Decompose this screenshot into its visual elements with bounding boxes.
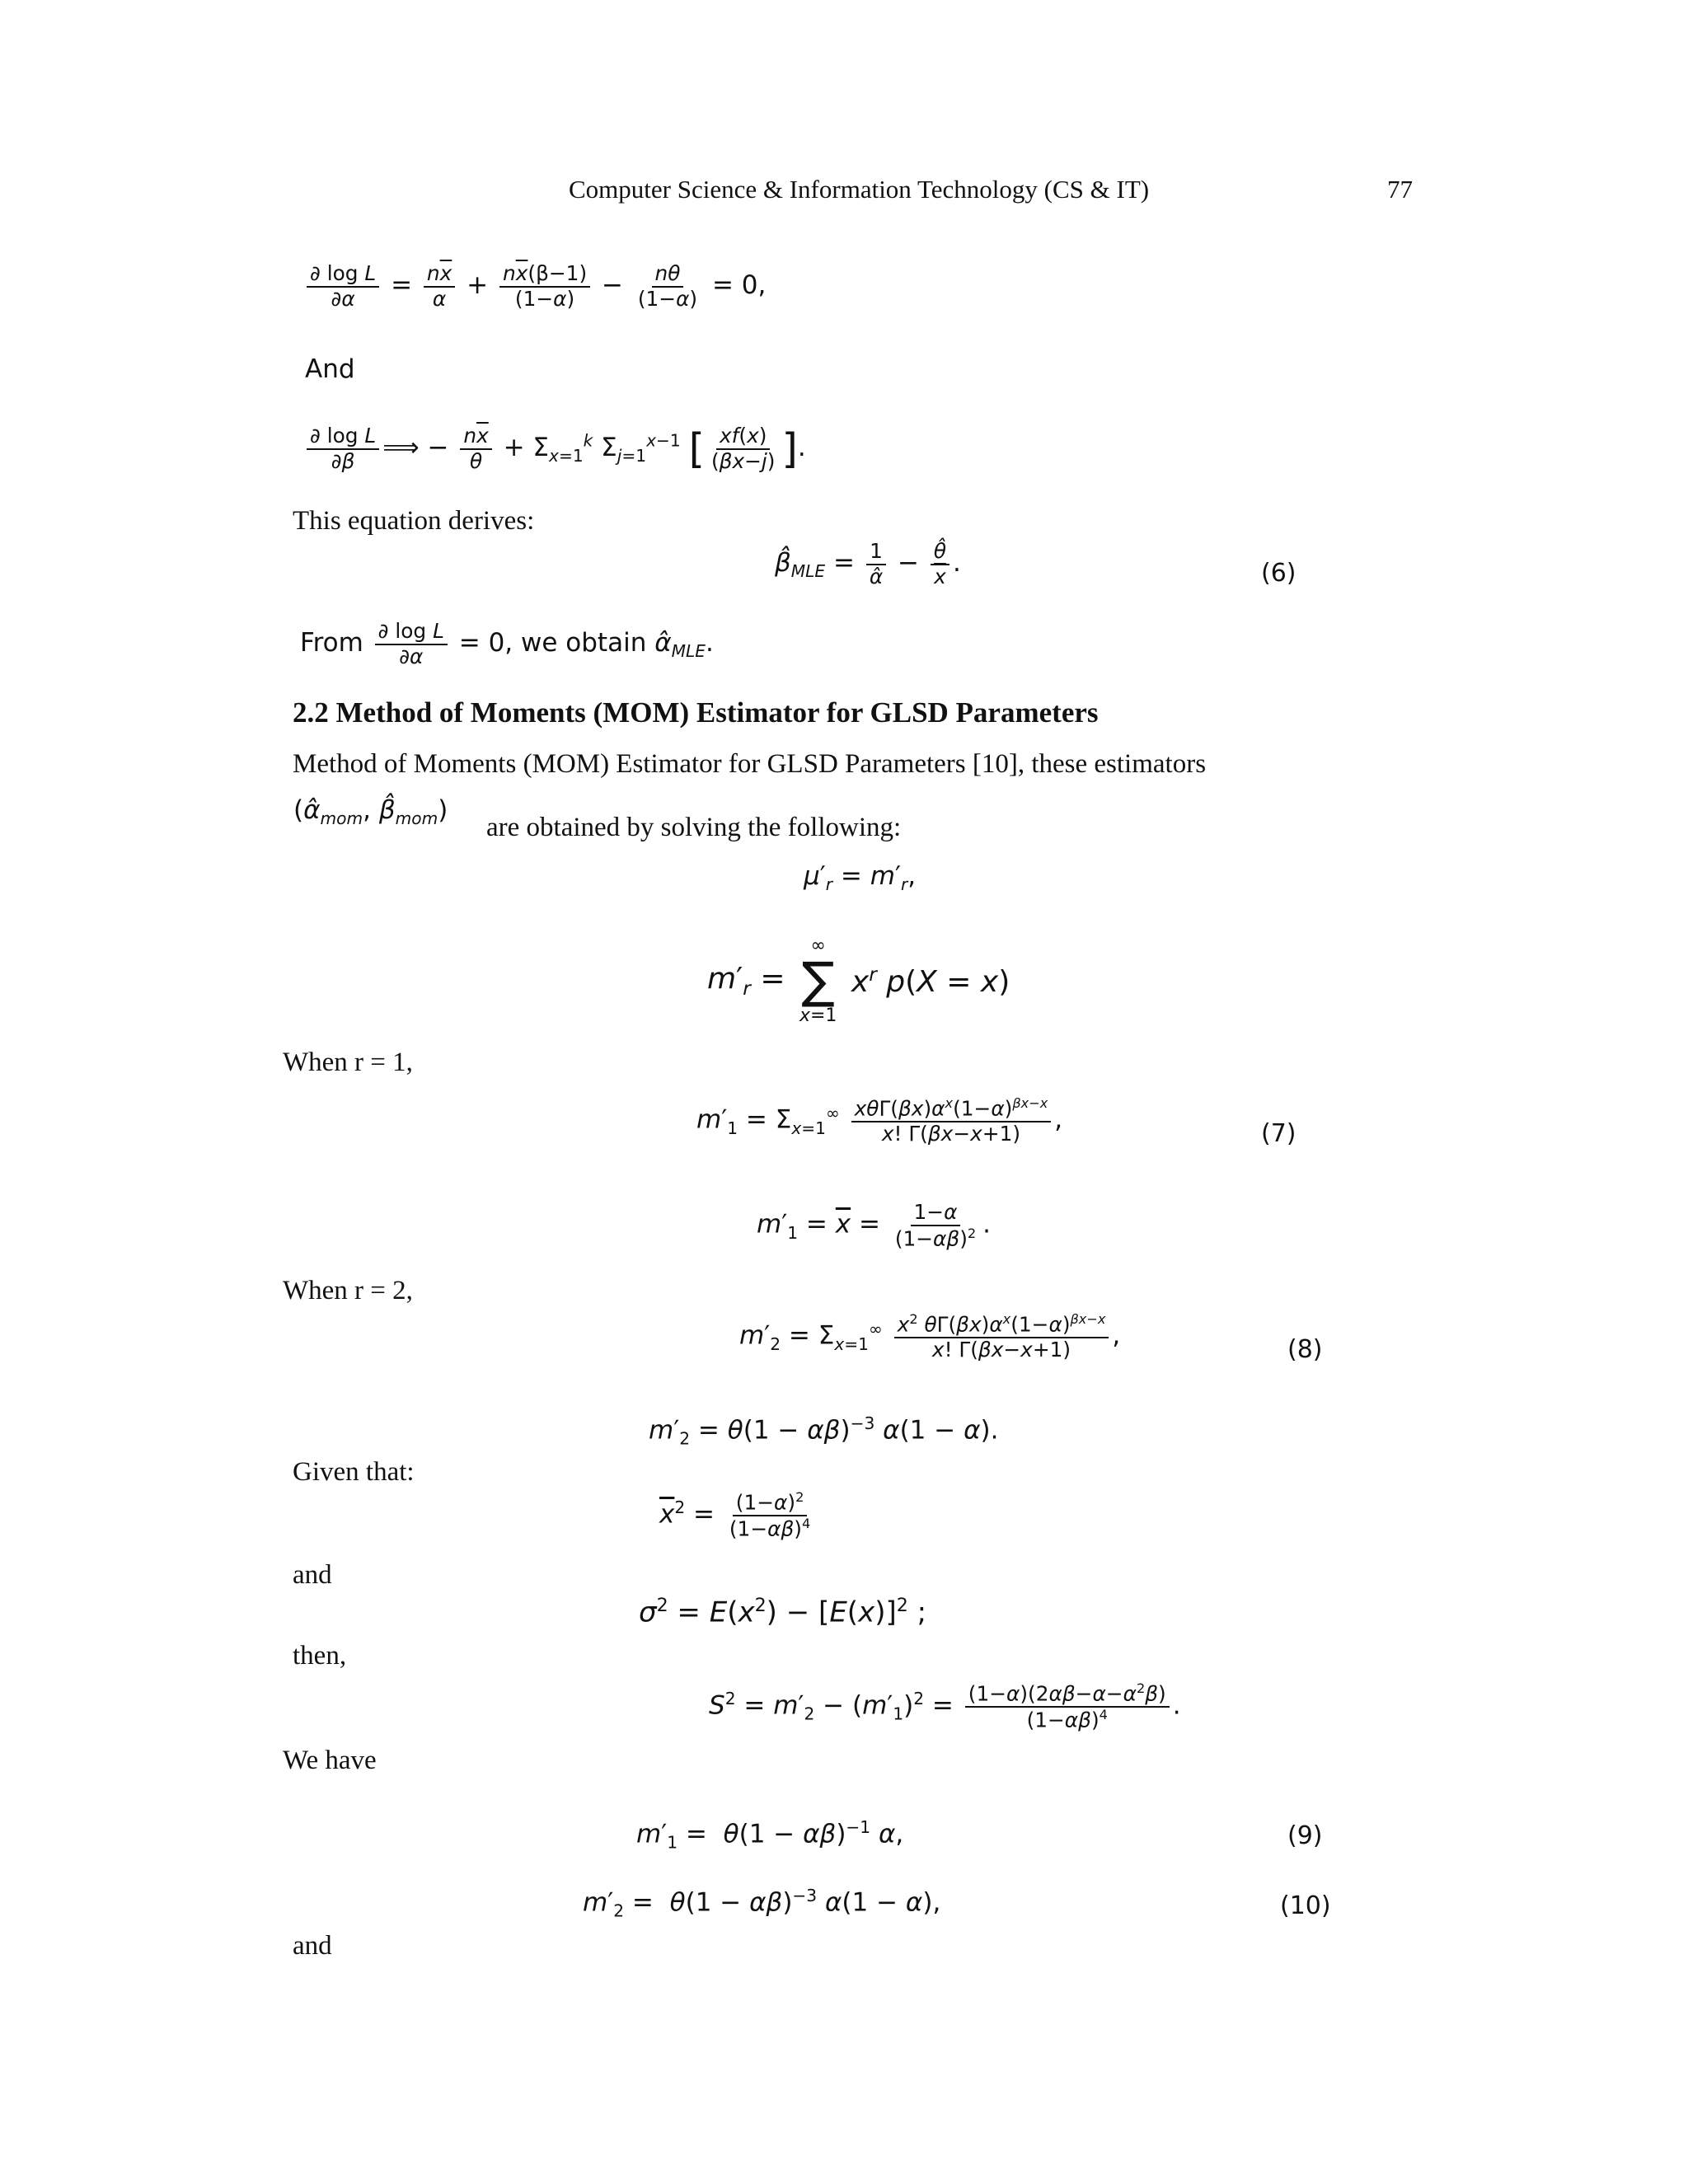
equation-10: $m'_2 = \theta(1 - \alpha\beta)^{-3}$ α(1 − α),: [583, 1886, 941, 1921]
when-r2-text: When r = 2,: [283, 1276, 413, 1305]
and-label-2: and: [293, 1560, 332, 1590]
equation-moment-match: $\mu'_r = m'_r$,: [804, 861, 917, 895]
equation-number-6: (6): [1261, 559, 1296, 588]
then-text: then,: [293, 1641, 347, 1671]
equation-dlogL-dbeta: $\frac{\text{∂ log L}}{\partial\beta}$ ⟹ − $\frac{n\overline{x}}{\theta}$ + $\Sigma_{x=1}^k$ $\Sigma_{j=1}^{x-1}$ [ $\frac{xf(x)}{(\beta x-j)}$ ].: [303, 424, 806, 473]
equation-beta-mle: $\betâ_{MLE}$ = $\frac{1}{\alphâ}$ − $\frac{\thetâ}{x}$ .: [775, 539, 961, 588]
equation-number-7: (7): [1261, 1119, 1296, 1148]
intro-paragraph: Method of Moments (MOM) Estimator for GLSD Parameters [10], these estimators: [293, 749, 1207, 779]
mom-estimators-symbol: ($\alphâ_{mom}$, $\betâ_{mom}$): [293, 795, 448, 829]
equation-8: $m'_2 = \Sigma_{x=1}^\infty$ $\frac{x^2 \theta\Gamma(\beta x)\alpha^x(1-\alpha)^{\beta x-x}}{x! \Gamma(\beta x-x+1)}$ ,: [739, 1311, 1121, 1361]
we-have-text: We have: [283, 1746, 377, 1775]
equation-7: $m'_1 = \Sigma_{x=1}^\infty$ $\frac{x\theta\Gamma(\beta x)\alpha^x(1-\alpha)^{\beta x-x}}{x! \Gamma(\beta x-x+1)}$ ,: [696, 1095, 1063, 1146]
running-header: Computer Science & Information Technology (CS & IT): [569, 175, 1150, 204]
from-line: From $\frac{\text{∂ log L}}{\partial\alpha}$ = 0, we obtain $\alphâ_{MLE}$.: [300, 619, 714, 668]
equation-m1-xbar: $m'_1 = \overline{x}$ = $\frac{1-\alpha}{(1-\alpha\beta)^2}$ .: [757, 1200, 992, 1250]
equation-sigma-squared: $\sigma^2 = E(x^2) - [E(x)]^2$ ;: [639, 1595, 927, 1629]
page-number: 77: [1387, 175, 1413, 204]
equation-9: $m'_1 = \theta(1 - \alpha\beta)^{-1}$ α,: [636, 1817, 904, 1853]
and-label-3: and: [293, 1931, 332, 1961]
equation-m2: $m'_2 = \theta(1 - \alpha\beta)^{-3}$ α(1 − α).: [649, 1413, 999, 1449]
equation-s-squared: $S^2 = m'_2 - (m'_1)^2$ = $\frac{(1-\alpha)(2\alpha\beta-\alpha-\alpha^2\beta)}{(1-\alpha\beta)^4}$ .: [709, 1680, 1181, 1732]
equation-number-10: (10): [1280, 1891, 1331, 1920]
equation-number-8: (8): [1287, 1335, 1323, 1364]
obtained-text: are obtained by solving the following:: [486, 813, 902, 842]
when-r1-text: When r = 1,: [283, 1047, 413, 1077]
derives-text: This equation derives:: [293, 506, 535, 536]
and-label-1: And: [305, 354, 355, 384]
given-that-text: Given that:: [293, 1457, 415, 1487]
equation-xbar-squared: $\overline{x}^2$ = $\frac{(1-\alpha)^2}{(1-\alpha\beta)^4}$: [659, 1489, 811, 1541]
equation-dlogL-dalpha: $\frac{\text{∂ log L}}{\partial\alpha}$ = $\frac{n\overline{x}}{\alpha}$ + $\frac{n\overline{x}(\beta-1)}{(1-\alpha)}$ − $\frac{n\theta}{(1-\alpha)}$ = 0,: [303, 262, 766, 311]
section-heading: 2.2 Method of Moments (MOM) Estimator for GLSD Parameters: [293, 696, 1099, 729]
equation-number-9: (9): [1287, 1821, 1323, 1850]
equation-moment-sum: $m'_r$ = ∞ ∑ x=1 $x^r$ p(X = x): [707, 935, 1010, 1026]
